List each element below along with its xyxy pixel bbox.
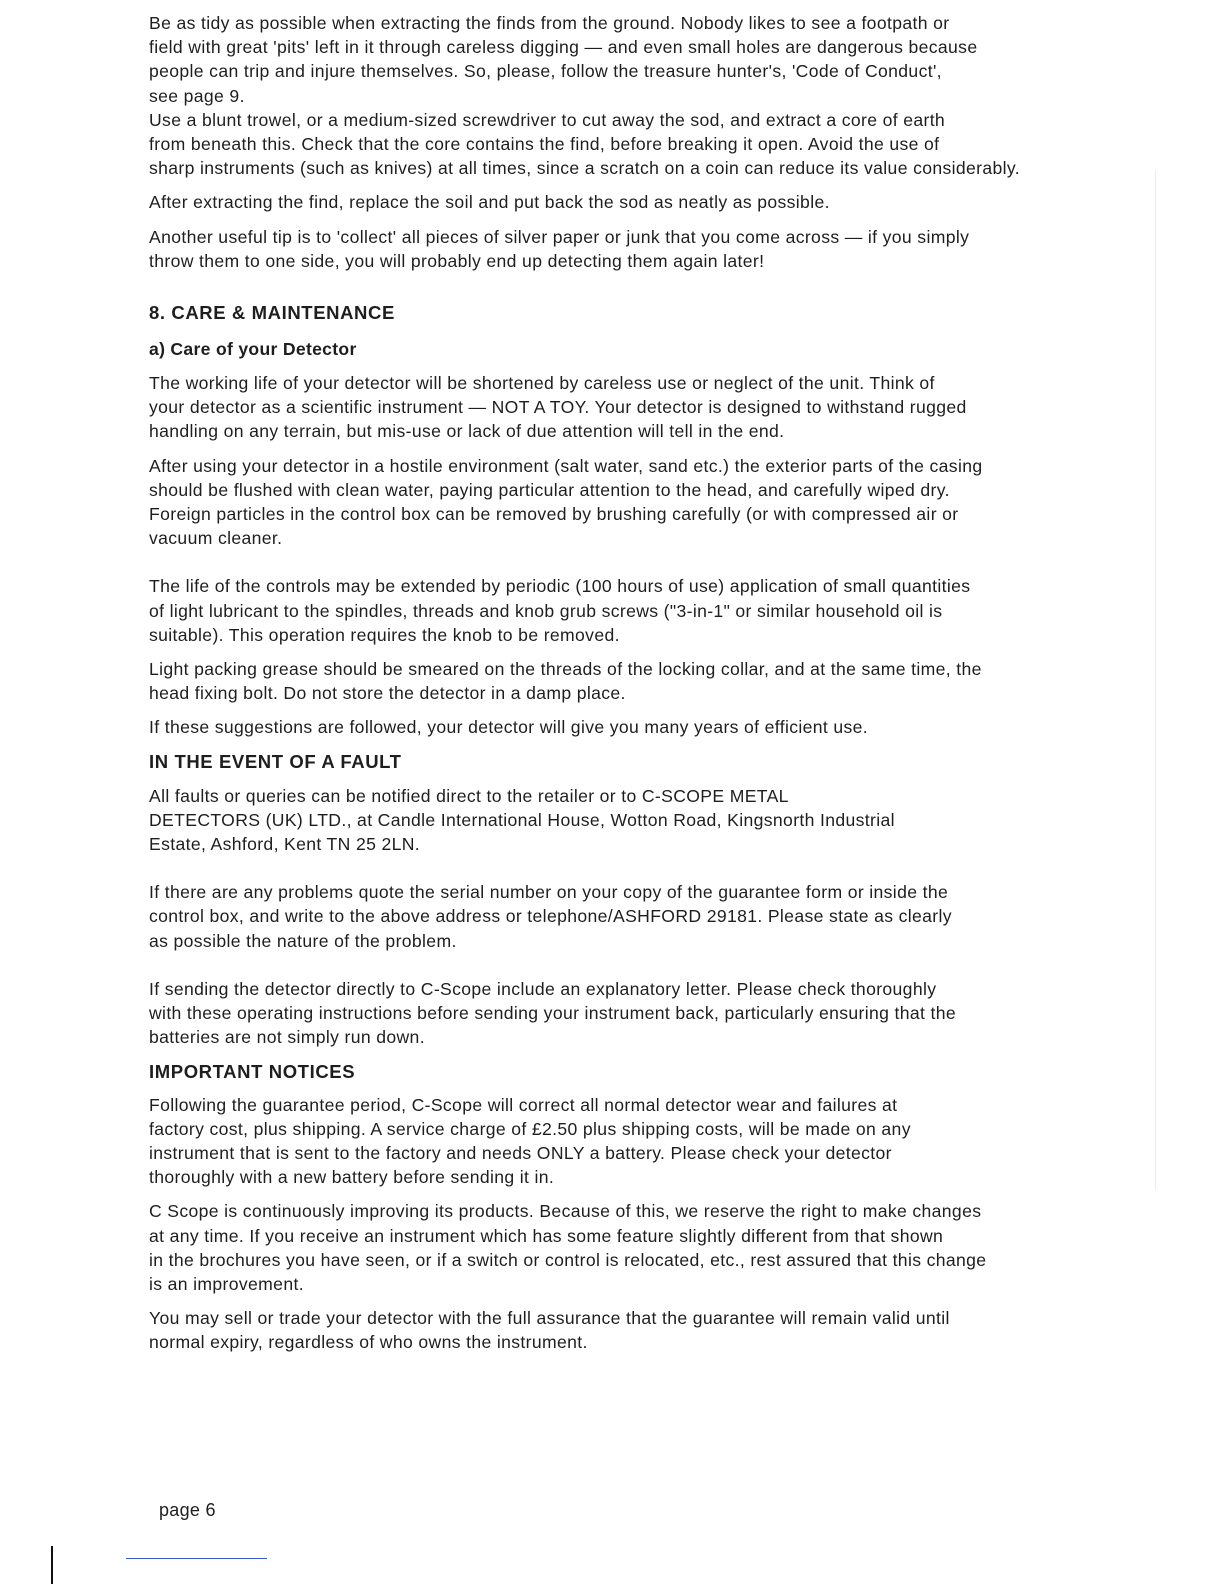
fault-paragraph-serial: If there are any problems quote the serial number on your copy of the guarantee form or inside the control box, and write to the above address or telephone/ASHFORD 29181. Please state as clearly as possible the nature of the problem.	[149, 882, 952, 951]
notices-paragraph-guarantee: Following the guarantee period, C-Scope will correct all normal detector wear and failures at factory cost, plus shipping. A service charge of £2.50 plus shipping costs, will be made on any instrument that is sent to the factory and needs ONLY a battery. Please check your detector thoroughly with a new battery before sending it in.	[149, 1094, 911, 1188]
page-number: page 6	[159, 1500, 216, 1520]
scan-margin-line	[126, 1558, 267, 1559]
fault-heading: IN THE EVENT OF A FAULT	[149, 750, 402, 772]
intro-paragraph-tidy: Be as tidy as possible when extracting the finds from the ground. Nobody likes to see a footpath or field with great 'pits' left in it through careless digging — and even small holes are dangerous because people can trip and injure themselves. So, please, follow the treasure hunter's, 'Code of Conduct', see page 9.	[149, 13, 978, 106]
care-paragraph-working-life: The working life of your detector will be shortened by careless use or neglect of the unit. Think of your detector as a scientific instrument — NOT A TOY. Your detector is designed to withstand rugged handling on any terrain, but mis-use or lack of due attention will tell in the end.	[149, 373, 967, 442]
intro-paragraph-replace: After extracting the find, replace the soil and put back the sod as neatly as possible.	[149, 192, 830, 213]
care-paragraph-suggestions: If these suggestions are followed, your detector will give you many years of efficient use.	[149, 717, 869, 738]
care-paragraph-hostile-environment: After using your detector in a hostile environment (salt water, sand etc.) the exterior parts of the casing should be flushed with clean water, paying particular attention to the head, and carefully wiped dry. Foreign particles in the control box can be removed by brushing carefully (or with compressed air or vacuum cleaner.	[149, 455, 983, 549]
scan-edge-line	[1155, 170, 1156, 1190]
scan-margin-bar	[51, 1546, 53, 1584]
notices-paragraph-improving: C Scope is continuously improving its products. Because of this, we reserve the right to make changes at any time. If you receive an instrument which has some feature slightly different from that shown in the brochures you have seen, or if a switch or control is relocated, etc., rest assured that this change is an improvement.	[149, 1201, 987, 1294]
intro-paragraph-trowel: Use a blunt trowel, or a medium-sized screwdriver to cut away the sod, and extract a core of earth from beneath this. Check that the core contains the find, before breaking it open. Avoid the use of sharp instruments (such as knives) at all times, since a scratch on a coin can reduce its value considerably.	[149, 109, 1020, 179]
fault-paragraph-notify: All faults or queries can be notified direct to the retailer or to C-SCOPE METAL DETECTORS (UK) LTD., at Candle International House, Wotton Road, Kingsnorth Industrial Estate, Ashford, Kent TN 25 2LN.	[149, 785, 895, 855]
care-maintenance-heading: 8. CARE & MAINTENANCE	[149, 302, 395, 324]
care-of-detector-subheading: a) Care of your Detector	[149, 339, 357, 360]
care-paragraph-lubricant: The life of the controls may be extended by periodic (100 hours of use) application of small quantities of light lubricant to the spindles, threads and knob grub screws ("3-in-1" or similar household oil is suitable). This operation requires the knob to be removed.	[149, 576, 971, 645]
important-notices-heading: IMPORTANT NOTICES	[149, 1060, 356, 1082]
intro-paragraph-junk: Another useful tip is to 'collect' all pieces of silver paper or junk that you come across — if you simply throw them to one side, you will probably end up detecting them again later!	[149, 226, 970, 271]
fault-paragraph-letter: If sending the detector directly to C-Scope include an explanatory letter. Please check thoroughly with these operating instructions before sending your instrument back, particularly ensuring that the batteries are not simply run down.	[149, 978, 956, 1048]
page-content	[149, 11, 1134, 1365]
care-paragraph-grease: Light packing grease should be smeared on the threads of the locking collar, and at the same time, the head fixing bolt. Do not store the detector in a damp place.	[149, 659, 982, 704]
notices-paragraph-resale: You may sell or trade your detector with the full assurance that the guarantee will remain valid until normal expiry, regardless of who owns the instrument.	[149, 1308, 950, 1353]
